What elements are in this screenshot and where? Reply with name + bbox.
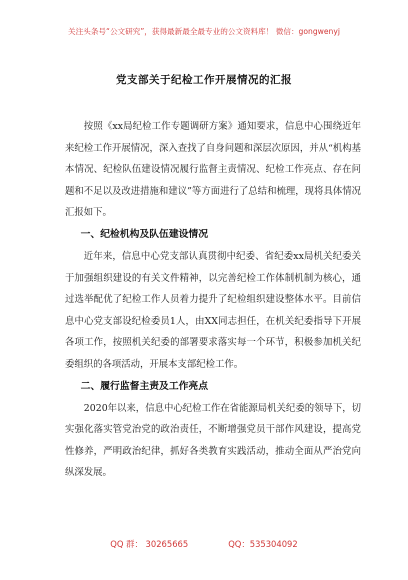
footer-qq-group: QQ 群： 30265665 (110, 539, 189, 549)
footer-contact (0, 538, 408, 550)
section-heading-2: 二、履行监督主责及工作亮点 (80, 380, 209, 392)
section-body-2: 2020年以来，信息中心纪检工作在省能源局机关纪委的领导下，切实强化落实管党治党的政治责任，不断增强党员干部作风建设，提高党性修养，严明政治纪律，抓好各类教育实践活动，推动全面从严治党向纵深发展。 (65, 402, 361, 479)
document-title: 党支部关于纪检工作开展情况的汇报 (116, 74, 292, 86)
header-banner: 关注头条号“公文研究”，获得最新最全最专业的公文资料库！ 微信：gongwenyj (68, 27, 340, 36)
section-body-1: 近年来，信息中心党支部认真贯彻中纪委、省纪委xx局机关纪委关于加强组织建设的有关文件精神，以完善纪检工作体制机制为核心，通过选举配优了纪检工作人员着力提升了纪检组织建设整体水平。目前信息中心党支部设纪检委员1人，由XX同志担任，在机关纪委指导下开展各项工作，按照机关纪委的部署要求落实每一个环节，积极参加机关纪委组织的各项活动，开展本支部纪检工作。 (65, 250, 361, 370)
footer-qq: QQ：535304092 (228, 539, 298, 549)
section-heading-1: 一、纪检机构及队伍建设情况 (80, 228, 209, 240)
intro-paragraph: 按照《xx局纪检工作专题调研方案》通知要求，信息中心围绕近年来纪检工作开展情况，深入查找了自身问题和深层次原因，并从“机构基本情况、纪检队伍建设情况履行监督主责情况、纪检工作亮点、存在问题和不足以及改进措施和建议”等方面进行了总结和梳理，现将具体情况汇报如下。 (65, 121, 361, 219)
document-body (65, 116, 361, 484)
